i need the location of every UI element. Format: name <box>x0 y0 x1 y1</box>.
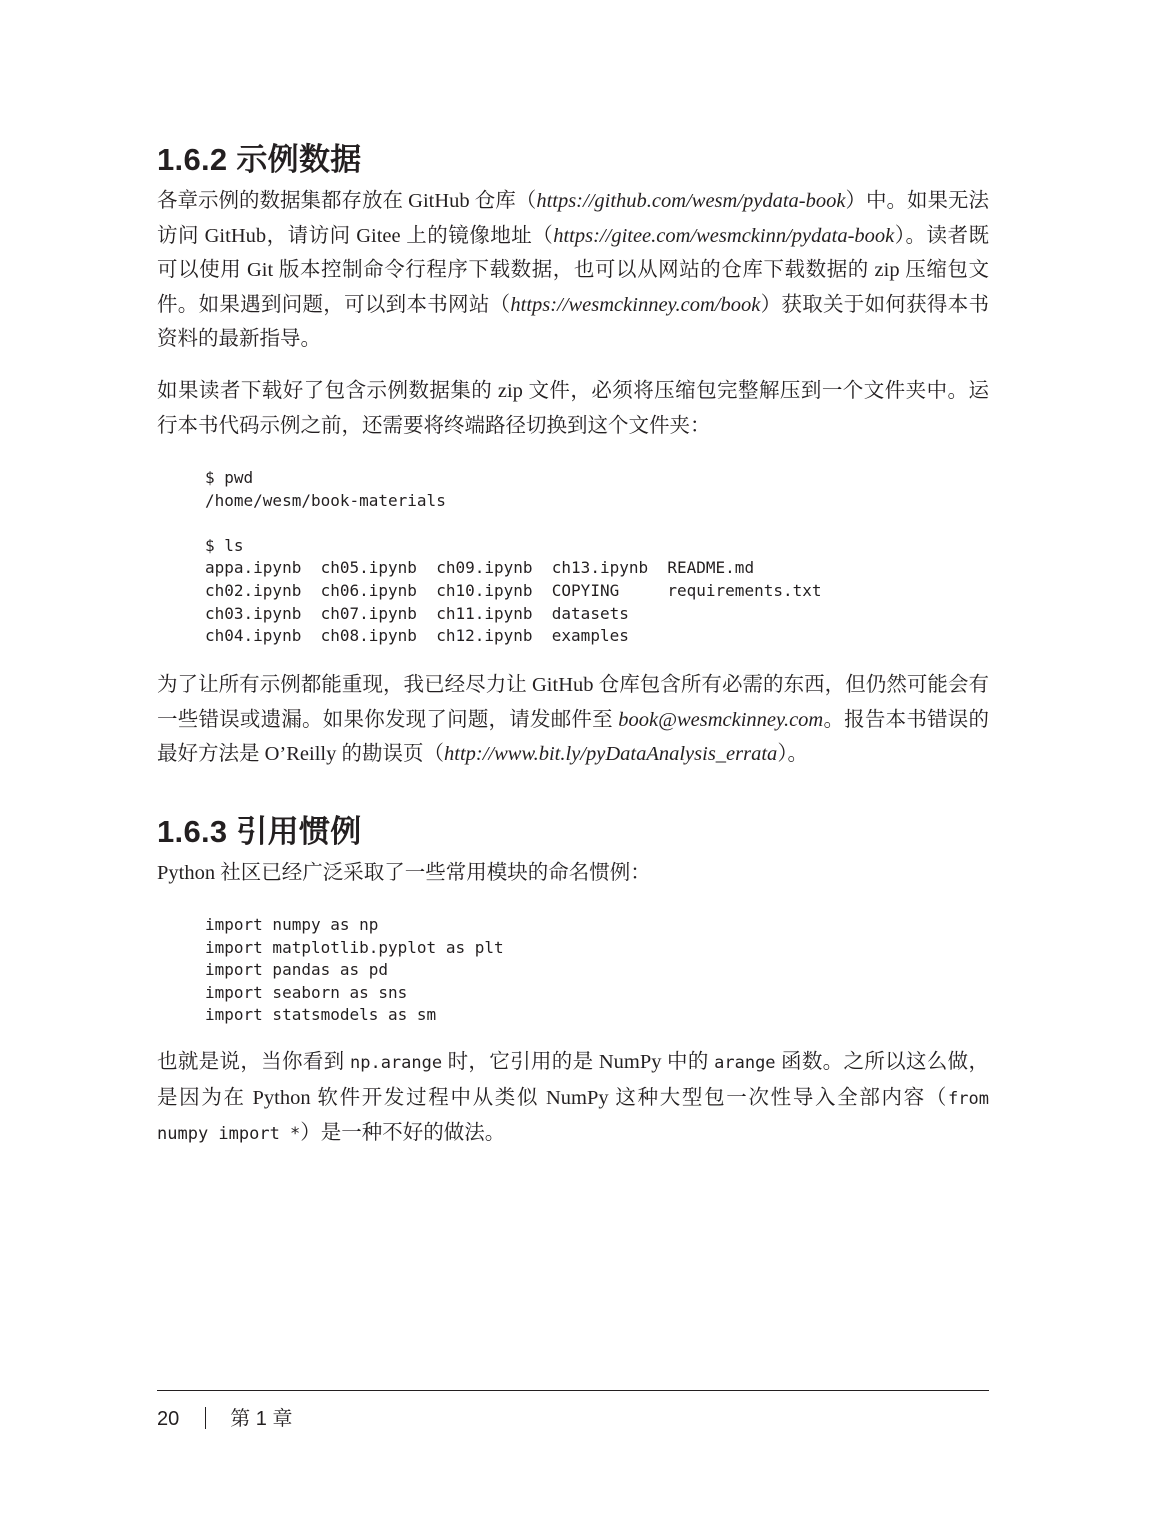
text-span: 也就是说，当你看到 <box>157 1051 350 1073</box>
paragraph-dataset-location <box>157 184 989 357</box>
chapter-label: 第 1 章 <box>230 1408 293 1430</box>
section-heading-import-conventions: 1.6.3 引用惯例 <box>157 814 362 849</box>
text-span: ）获取关于如何获得本书资料的最新指导。 <box>157 293 990 350</box>
page-number: 20 <box>157 1408 180 1430</box>
page-footer <box>157 1402 293 1431</box>
inline-code-np-arange: np.arange <box>349 1053 443 1073</box>
text-span: 为了让所有示例都能重现，我已经尽力让 GitHub 仓库包含所有必需的东西，但仍然可能会有一些错误或遗漏。如果你发现了问题，请发邮件至 <box>157 674 989 731</box>
gitee-link[interactable]: https://gitee.com/wesmckinn/pydata-book <box>553 224 895 247</box>
inline-code-import-star: from numpy import * <box>157 1088 989 1144</box>
text-span: ）。 <box>777 743 809 765</box>
paragraph-import-explanation <box>157 1045 989 1152</box>
email-link[interactable]: book@wesmckinney.com <box>618 708 824 731</box>
footer-separator <box>205 1407 206 1429</box>
book-website-link[interactable]: https://wesmckinney.com/book <box>510 293 761 316</box>
text-span: 时，它引用的是 NumPy 中的 <box>442 1051 715 1073</box>
text-span: ）。读者既可以使用 Git 版本控制命令行程序下载数据，也可以从网站的仓库下载数据的 zip 压缩包文件。如果遇到问题，可以到本书网站（ <box>157 224 989 316</box>
text-span: 。报告本书错误的最好方法是 O’Reilly 的勘误页（ <box>157 708 990 765</box>
text-span: 函数。之所以这么做，是因为在 Python 软件开发过程中从类似 NumPy 这种大型包一次性导入全部内容（ <box>157 1051 990 1109</box>
paragraph-errata <box>157 668 989 772</box>
paragraph-import-intro: Python 社区已经广泛采取了一些常用模块的命名惯例： <box>157 862 651 884</box>
code-block-imports: import numpy as np import matplotlib.pyplot as plt import pandas as pd import seaborn as sns import statsmodels as sm <box>205 915 504 1025</box>
footer-divider <box>157 1390 989 1391</box>
section-heading-example-data: 1.6.2 示例数据 <box>157 142 362 177</box>
text-span: 各章示例的数据集都存放在 GitHub 仓库（ <box>157 190 537 212</box>
code-block-terminal: $ pwd /home/wesm/book-materials $ ls appa.ipynb ch05.ipynb ch09.ipynb ch13.ipynb README.md ch02.ipynb ch06.ipynb ch10.ipynb COPYING requirements.txt ch03.ipynb ch07.ipynb ch11.ipynb datasets ch04.ipynb ch08.ipynb ch12.ipynb examples <box>205 468 822 646</box>
paragraph-unzip-instructions: 如果读者下载好了包含示例数据集的 zip 文件，必须将压缩包完整解压到一个文件夹中。运行本书代码示例之前，还需要将终端路径切换到这个文件夹： <box>157 380 989 437</box>
text-span: ）中。如果无法访问 GitHub，请访问 Gitee 上的镜像地址（ <box>157 190 990 247</box>
github-link[interactable]: https://github.com/wesm/pydata-book <box>536 190 846 212</box>
errata-link[interactable]: http://www.bit.ly/pyDataAnalysis_errata <box>444 743 778 765</box>
inline-code-arange: arange <box>714 1053 776 1073</box>
text-span: ）是一种不好的做法。 <box>300 1122 506 1144</box>
